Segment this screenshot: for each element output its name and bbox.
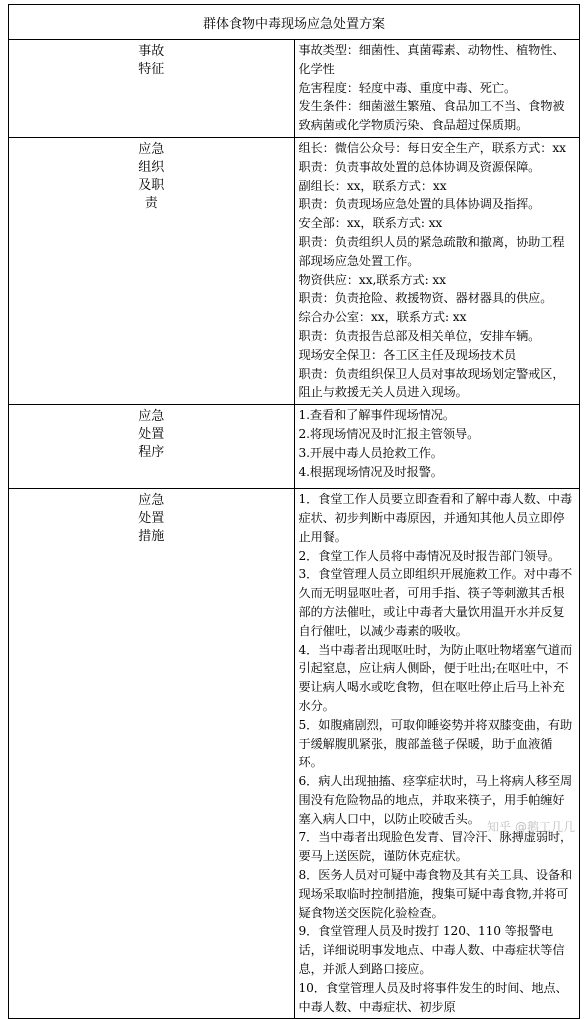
document-title: 群体食物中毒现场应急处置方案: [9, 5, 580, 40]
body-line: 物资供应：xx,联系方式: xx: [298, 272, 446, 287]
section-row-emergency-organization: [9, 137, 580, 404]
section-label-line: 事故: [138, 44, 165, 59]
body-line: 组长：微信公众号：每日安全生产，联系方式：xx: [298, 140, 566, 155]
body-line: 现场安全保卫：各工区主任及现场技术员: [298, 347, 517, 362]
body-line: 发生条件：细菌滋生繁殖、食品加工不当、食物被致病菌或化学物质污染、食品超过保质期。: [298, 99, 565, 133]
section-label-emergency-procedure: [9, 405, 295, 489]
section-label-line: 处置: [138, 427, 165, 443]
section-label-emergency-measures: [9, 489, 295, 1019]
section-row-accident-features: [9, 40, 580, 138]
body-line: 1.查看和了解事件现场情况。: [298, 408, 455, 423]
body-line: 职责：负责组织保卫人员对事故现场划定警戒区，阻止与救援无关人员进入现场。: [298, 366, 565, 400]
measure-item: 8．医务人员对可疑中毒食物及其有关工具、设备和现场采取临时控制措施，搜集可疑中毒食物,并将可疑食物送交医院化验检查。: [298, 868, 573, 920]
body-line: 安全部：xx，联系方式: xx: [298, 216, 443, 231]
measure-item: 9．食堂管理人员及时拨打 120、110 等报警电话，详细说明事发地点、中毒人数、中毒症状等信息，并派人到路口接应。: [298, 924, 565, 977]
body-line: 职责：负责组织人员的紧急疏散和撤离，协助工程部现场应急处置工作。: [298, 234, 565, 268]
body-line: 职责：负责现场应急处置的具体协调及指挥。: [298, 197, 541, 212]
section-row-emergency-procedure: [9, 405, 580, 489]
body-line: 事故类型：细菌性、真菌霉素、动物性、植物性、化学性: [298, 43, 565, 76]
body-line: 职责：负责抢险、救援物资、器材器具的供应。: [298, 291, 553, 306]
body-line: 2.将现场情况及时汇报主管领导。: [298, 426, 480, 441]
section-label-line: 组织: [138, 159, 165, 175]
section-body-emergency-measures: [294, 489, 580, 1019]
document-page: [8, 4, 580, 1019]
section-label-line: 责: [144, 195, 158, 211]
section-body-accident-features: [294, 40, 580, 138]
body-line: 4.根据现场情况及时报警。: [298, 464, 443, 479]
measure-item: 6．病人出现抽搐、痉挛症状时，马上将病人移至周围没有危险物品的地点，并取来筷子，用手帕缠好塞入病人口中，以防止咬破舌头。: [298, 774, 573, 826]
section-label-line: 措施: [138, 529, 165, 545]
section-label-emergency-organization: [9, 137, 295, 404]
measure-item: 1．食堂工作人员要立即查看和了解中毒人数、中毒症状、初步判断中毒原因，并通知其他人员立即停止用餐。: [298, 492, 573, 544]
body-line: 副组长：xx，联系方式：xx: [298, 178, 447, 193]
measure-item: 3．食堂管理人员立即组织开展施救工作。对中毒不久而无明显呕吐者，可用手指、筷子等刺激其舌根部的方法催吐，或让中毒者大量饮用温开水并反复自行催吐，以减少毒素的吸收。: [298, 567, 573, 638]
section-label-line: 应急: [138, 141, 165, 157]
section-body-emergency-procedure: [294, 405, 580, 489]
measure-item: 5．如腹痛剧烈，可取仰睡姿势并将双膝变曲，有助于缓解腹肌紧张，腹部盖毯子保暖，助于血液循环。: [298, 717, 573, 770]
measure-item: 10．食堂管理人员及时将事件发生的时间、地点、中毒人数、中毒症状、初步原: [298, 980, 568, 1014]
body-line: 职责：负责报告总部及相关单位，安排车辆。: [298, 328, 541, 343]
section-label-line: 应急: [138, 493, 165, 509]
body-line: 3.开展中毒人员抢救工作。: [298, 445, 443, 460]
measure-item: 7．当中毒者出现脸色发青、冒冷汗、脉搏虚弱时，要马上送医院，谨防休克症状。: [298, 830, 573, 864]
section-row-emergency-measures: [9, 489, 580, 1019]
body-line: 危害程度：轻度中毒、重度中毒、死亡。: [298, 80, 517, 95]
measure-item: 4．当中毒者出现呕吐时，为防止呕吐物堵塞气道而引起窒息，应让病人侧卧，便于吐出;在呕吐中，不要让病人喝水或吃食物，但在呕吐停止后马上补充水分。: [298, 642, 573, 713]
watermark: 知乎 @鹅工几几: [487, 820, 575, 834]
section-label-line: 特征: [138, 62, 165, 77]
emergency-plan-table: [8, 4, 580, 1019]
section-label-line: 处置: [138, 511, 165, 527]
section-label-accident-features: [9, 40, 295, 138]
section-body-emergency-organization: [294, 137, 580, 404]
body-line: 职责：负责事故处置的总体协调及资源保障。: [298, 159, 541, 174]
section-label-line: 及职: [138, 177, 165, 193]
body-line: 综合办公室：xx，联系方式: xx: [298, 310, 467, 325]
measure-item: 2．食堂工作人员将中毒情况及时报告部门领导。: [298, 548, 560, 563]
section-label-line: 程序: [138, 445, 165, 461]
section-label-line: 应急: [138, 409, 165, 425]
title-row: [9, 5, 580, 40]
